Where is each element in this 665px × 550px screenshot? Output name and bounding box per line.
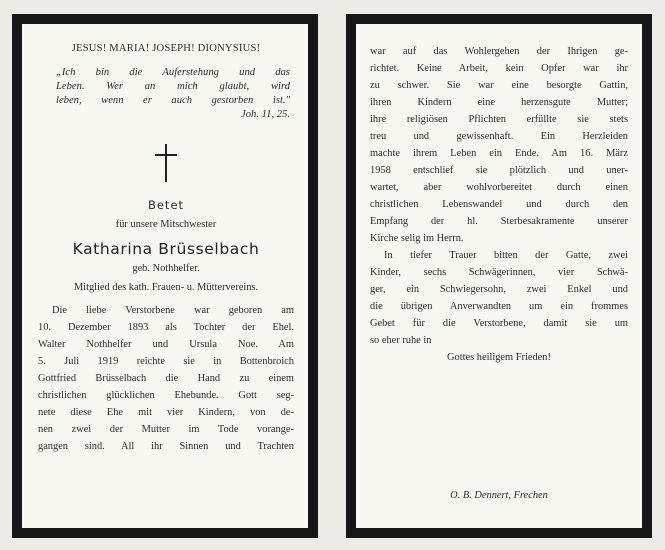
deceased-name: Katharina Brüsselbach xyxy=(72,240,260,258)
text-line: Kirche selig im Herrn. xyxy=(370,233,464,244)
quote-line: „Ich bin die Auferstehung und das xyxy=(56,67,290,78)
text-line: treu und gewissenhaft. Ein Herzleiden xyxy=(370,131,628,142)
closing-line: die übrigen Anverwandten um ein frommes xyxy=(370,301,628,312)
right-card xyxy=(346,14,652,538)
biography-line: Walter Nothhelfer und Ursula Noe. Am xyxy=(38,339,294,350)
text-line: wartet, aber wohlvorbereitet durch einen xyxy=(370,182,628,193)
text-line: ihre religiösen Pflichten erfüllte sie stets xyxy=(370,114,628,125)
biography-line: 10. Dezember 1893 als Tochter der Ehel. xyxy=(38,322,294,333)
membership: Mitglied des kath. Frauen- u. Müttervereins. xyxy=(73,282,259,293)
left-card xyxy=(12,14,318,538)
text-line: zu schwer. Sie war eine besorgte Gattin, xyxy=(370,80,628,91)
biography-line: nen zwei der Mutter im Tode vorange- xyxy=(38,424,294,435)
prayer-subtitle: für unsere Mitschwester xyxy=(115,219,217,230)
closing-line: so eher ruhe in xyxy=(370,335,432,346)
final-blessing: Gottes heiligem Frieden! xyxy=(447,352,551,363)
biography-line: 5. Juli 1919 reichte sie in Bottenbroich xyxy=(38,356,294,367)
right-card-inner xyxy=(356,24,642,528)
closing-line: In tiefer Trauer bitten der Gatte, zwei xyxy=(384,250,628,261)
text-line: ihren Kindern eine herzensgute Mutter; xyxy=(370,97,628,108)
scripture-quote xyxy=(38,66,294,108)
closing-text xyxy=(370,247,628,366)
text-line: richtet. Keine Arbeit, kein Opfer war ihr xyxy=(370,63,628,74)
invocation: JESUS! MARIA! JOSEPH! DIONYSIUS! xyxy=(71,43,261,54)
printer-credit: O. B. Dennert, Frechen xyxy=(450,490,548,501)
closing-line: Gebet für die Verstorbene, damit sie um xyxy=(370,318,628,329)
latin-cross-icon xyxy=(155,144,177,182)
left-card-inner xyxy=(22,24,308,528)
continuation-text xyxy=(370,43,628,247)
biography-line: gangen sind. All ihr Sinnen und Trachten xyxy=(38,441,294,452)
biography-line: Die liebe Verstorbene war geboren am xyxy=(52,305,294,316)
biography xyxy=(38,302,294,455)
text-line: 1958 entschlief sie plötzlich und uner- xyxy=(370,165,628,176)
scripture-reference: Joh. 11, 25. xyxy=(241,109,290,120)
quote-line: leben, wenn er auch gestorben ist." xyxy=(56,95,290,106)
biography-line: christlichen glücklichen Ehebunde. Gott seg- xyxy=(38,390,294,401)
prayer-heading: Betet xyxy=(147,198,185,212)
text-line: Empfang der hl. Sterbesakramente unserer xyxy=(370,216,628,227)
text-line: war auf das Wohlergehen der Ihrigen ge- xyxy=(370,46,628,57)
closing-line: ger, ein Schwiegersohn, zwei Enkel und xyxy=(370,284,628,295)
closing-line: Kinder, sechs Schwägerinnen, vier Schwä- xyxy=(370,267,628,278)
biography-line: Gottfried Brüsselbach die Hand zu einem xyxy=(38,373,294,384)
quote-line: Leben. Wer an mich glaubt, wird xyxy=(56,81,290,92)
text-line: machte ihrem Leben ein Ende. Am 16. März xyxy=(370,148,628,159)
biography-line: nete diese Ehe mit vier Kindern, von de- xyxy=(38,407,294,418)
maiden-name: geb. Nothhelfer. xyxy=(132,263,200,274)
text-line: christlichen Lebenswandel und durch den xyxy=(370,199,628,210)
